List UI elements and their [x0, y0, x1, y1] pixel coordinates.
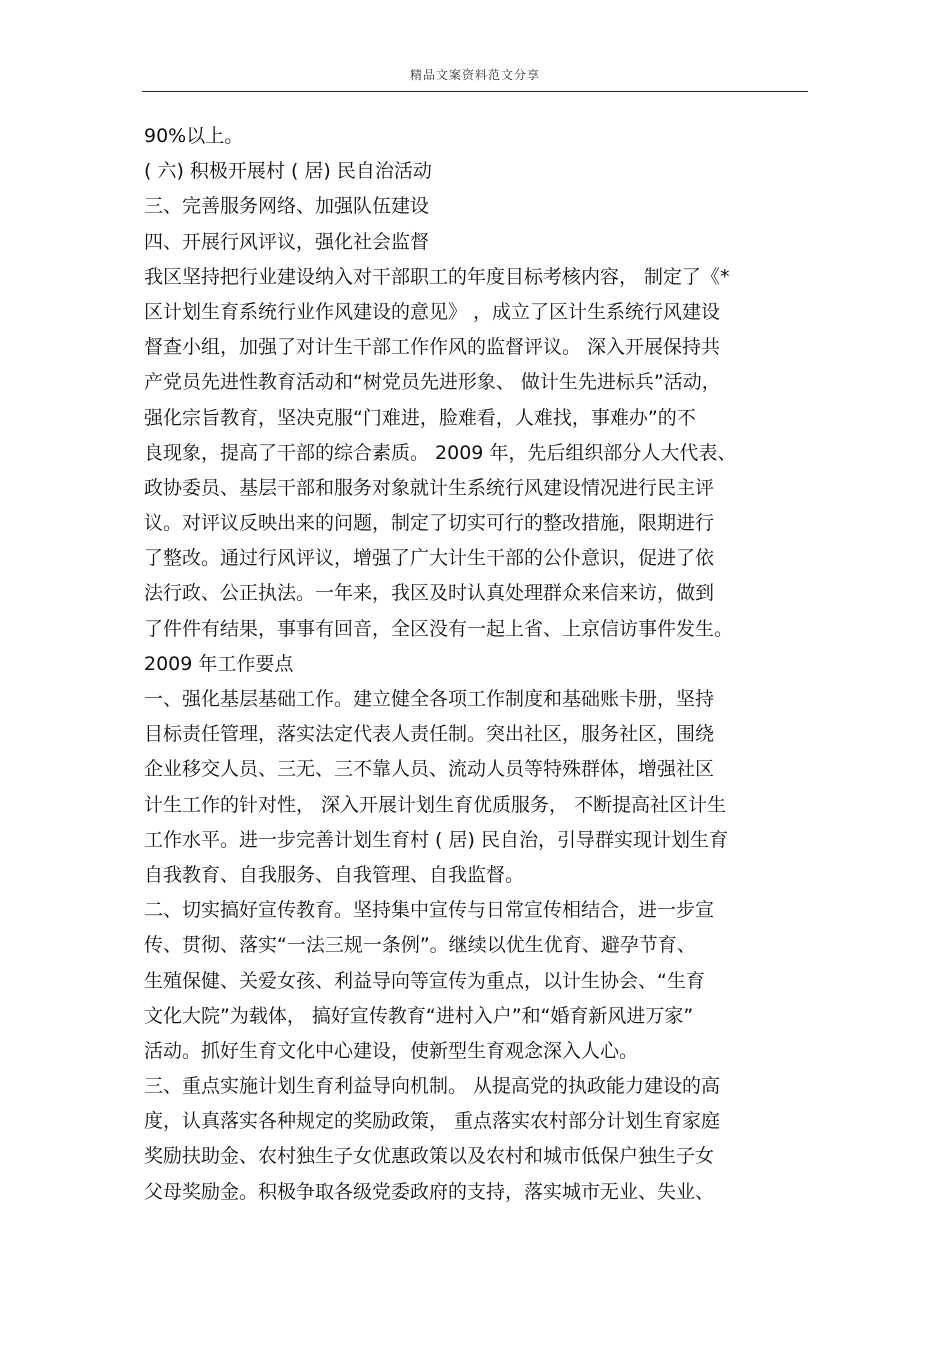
text-line: 奖励扶助金、农村独生子女优惠政策以及农村和城市低保户独生子女: [144, 1145, 715, 1168]
text-line: 三、重点实施计划生育利益导向机制。 从提高党的执政能力建设的高: [144, 1075, 721, 1098]
text-line: 督查小组，加强了对计生干部工作作风的监督评议。 深入开展保持共: [144, 336, 721, 359]
text-line: 工作水平。进一步完善计划生育村 ( 居) 民自治，引导群实现计划生育: [144, 828, 728, 851]
text-line: 生殖保健、关爱女孩、利益导向等宣传为重点，以计生协会、“生育: [144, 969, 705, 992]
text-line: 我区坚持把行业建设纳入对干部职工的年度目标考核内容， 制定了《*: [144, 265, 730, 288]
text-line: 2009 年工作要点: [144, 652, 294, 675]
text-line: 二、切实搞好宣传教育。坚持集中宣传与日常宣传相结合，进一步宣: [144, 899, 715, 922]
header-divider: [142, 91, 808, 92]
text-line: 良现象，提高了干部的综合素质。 2009 年，先后组织部分人大代表、: [144, 441, 737, 464]
text-line: 度，认真落实各种规定的奖励政策， 重点落实农村部分计划生育家庭: [144, 1110, 721, 1133]
text-line: 了整改。通过行风评议，增强了广大计生干部的公仆意识，促进了依: [144, 547, 715, 570]
text-line: 传、贯彻、落实“一法三规一条例”。继续以优生优育、避孕节育、: [144, 934, 696, 957]
text-line: 四、开展行风评议，强化社会监督: [144, 230, 430, 253]
text-line: 政协委员、基层干部和服务对象就计生系统行风建设情况进行民主评: [144, 476, 715, 499]
text-line: 活动。抓好生育文化中心建设，使新型生育观念深入人心。: [144, 1039, 639, 1062]
text-line: 法行政、公正执法。一年来，我区及时认真处理群众来信来访，做到: [144, 582, 715, 605]
text-line: 父母奖励金。积极争取各级党委政府的支持，落实城市无业、失业、: [144, 1180, 715, 1203]
page-header: 精品文案资料范文分享: [409, 68, 540, 82]
text-line: 企业移交人员、三无、三不靠人员、流动人员等特殊群体，增强社区: [144, 758, 715, 781]
text-line: 议。对评议反映出来的问题，制定了切实可行的整改措施，限期进行: [144, 512, 715, 535]
text-line: 自我教育、自我服务、自我管理、自我监督。: [144, 863, 525, 886]
text-line: ( 六) 积极开展村 ( 居) 民自治活动: [144, 160, 432, 183]
text-line: 文化大院”为载体， 搞好宣传教育“进村入户”和“婚育新风进万家”: [144, 1004, 694, 1027]
text-line: 计生工作的针对性， 深入开展计划生育优质服务， 不断提高社区计生: [144, 793, 727, 816]
text-line: 一、强化基层基础工作。建立健全各项工作制度和基础账卡册，坚持: [144, 688, 715, 710]
text-line: 目标责任管理，落实法定代表人责任制。突出社区，服务社区，围绕: [144, 723, 715, 746]
document-body: [144, 119, 814, 1210]
text-line: 产党员先进性教育活动和“树党员先进形象、 做计生先进标兵”活动，: [144, 371, 721, 394]
text-line: 强化宗旨教育，坚决克服“门难进，脸难看，人难找，事难办”的不: [144, 406, 696, 429]
text-line: 了件件有结果，事事有回音，全区没有一起上省、上京信访事件发生。: [144, 617, 734, 640]
text-line: 三、完善服务网络、加强队伍建设: [144, 195, 430, 218]
text-line: 90%以上。: [144, 125, 244, 147]
text-line: 区计划生育系统行业作风建设的意见》 ，成立了区计生系统行风建设: [144, 300, 721, 323]
